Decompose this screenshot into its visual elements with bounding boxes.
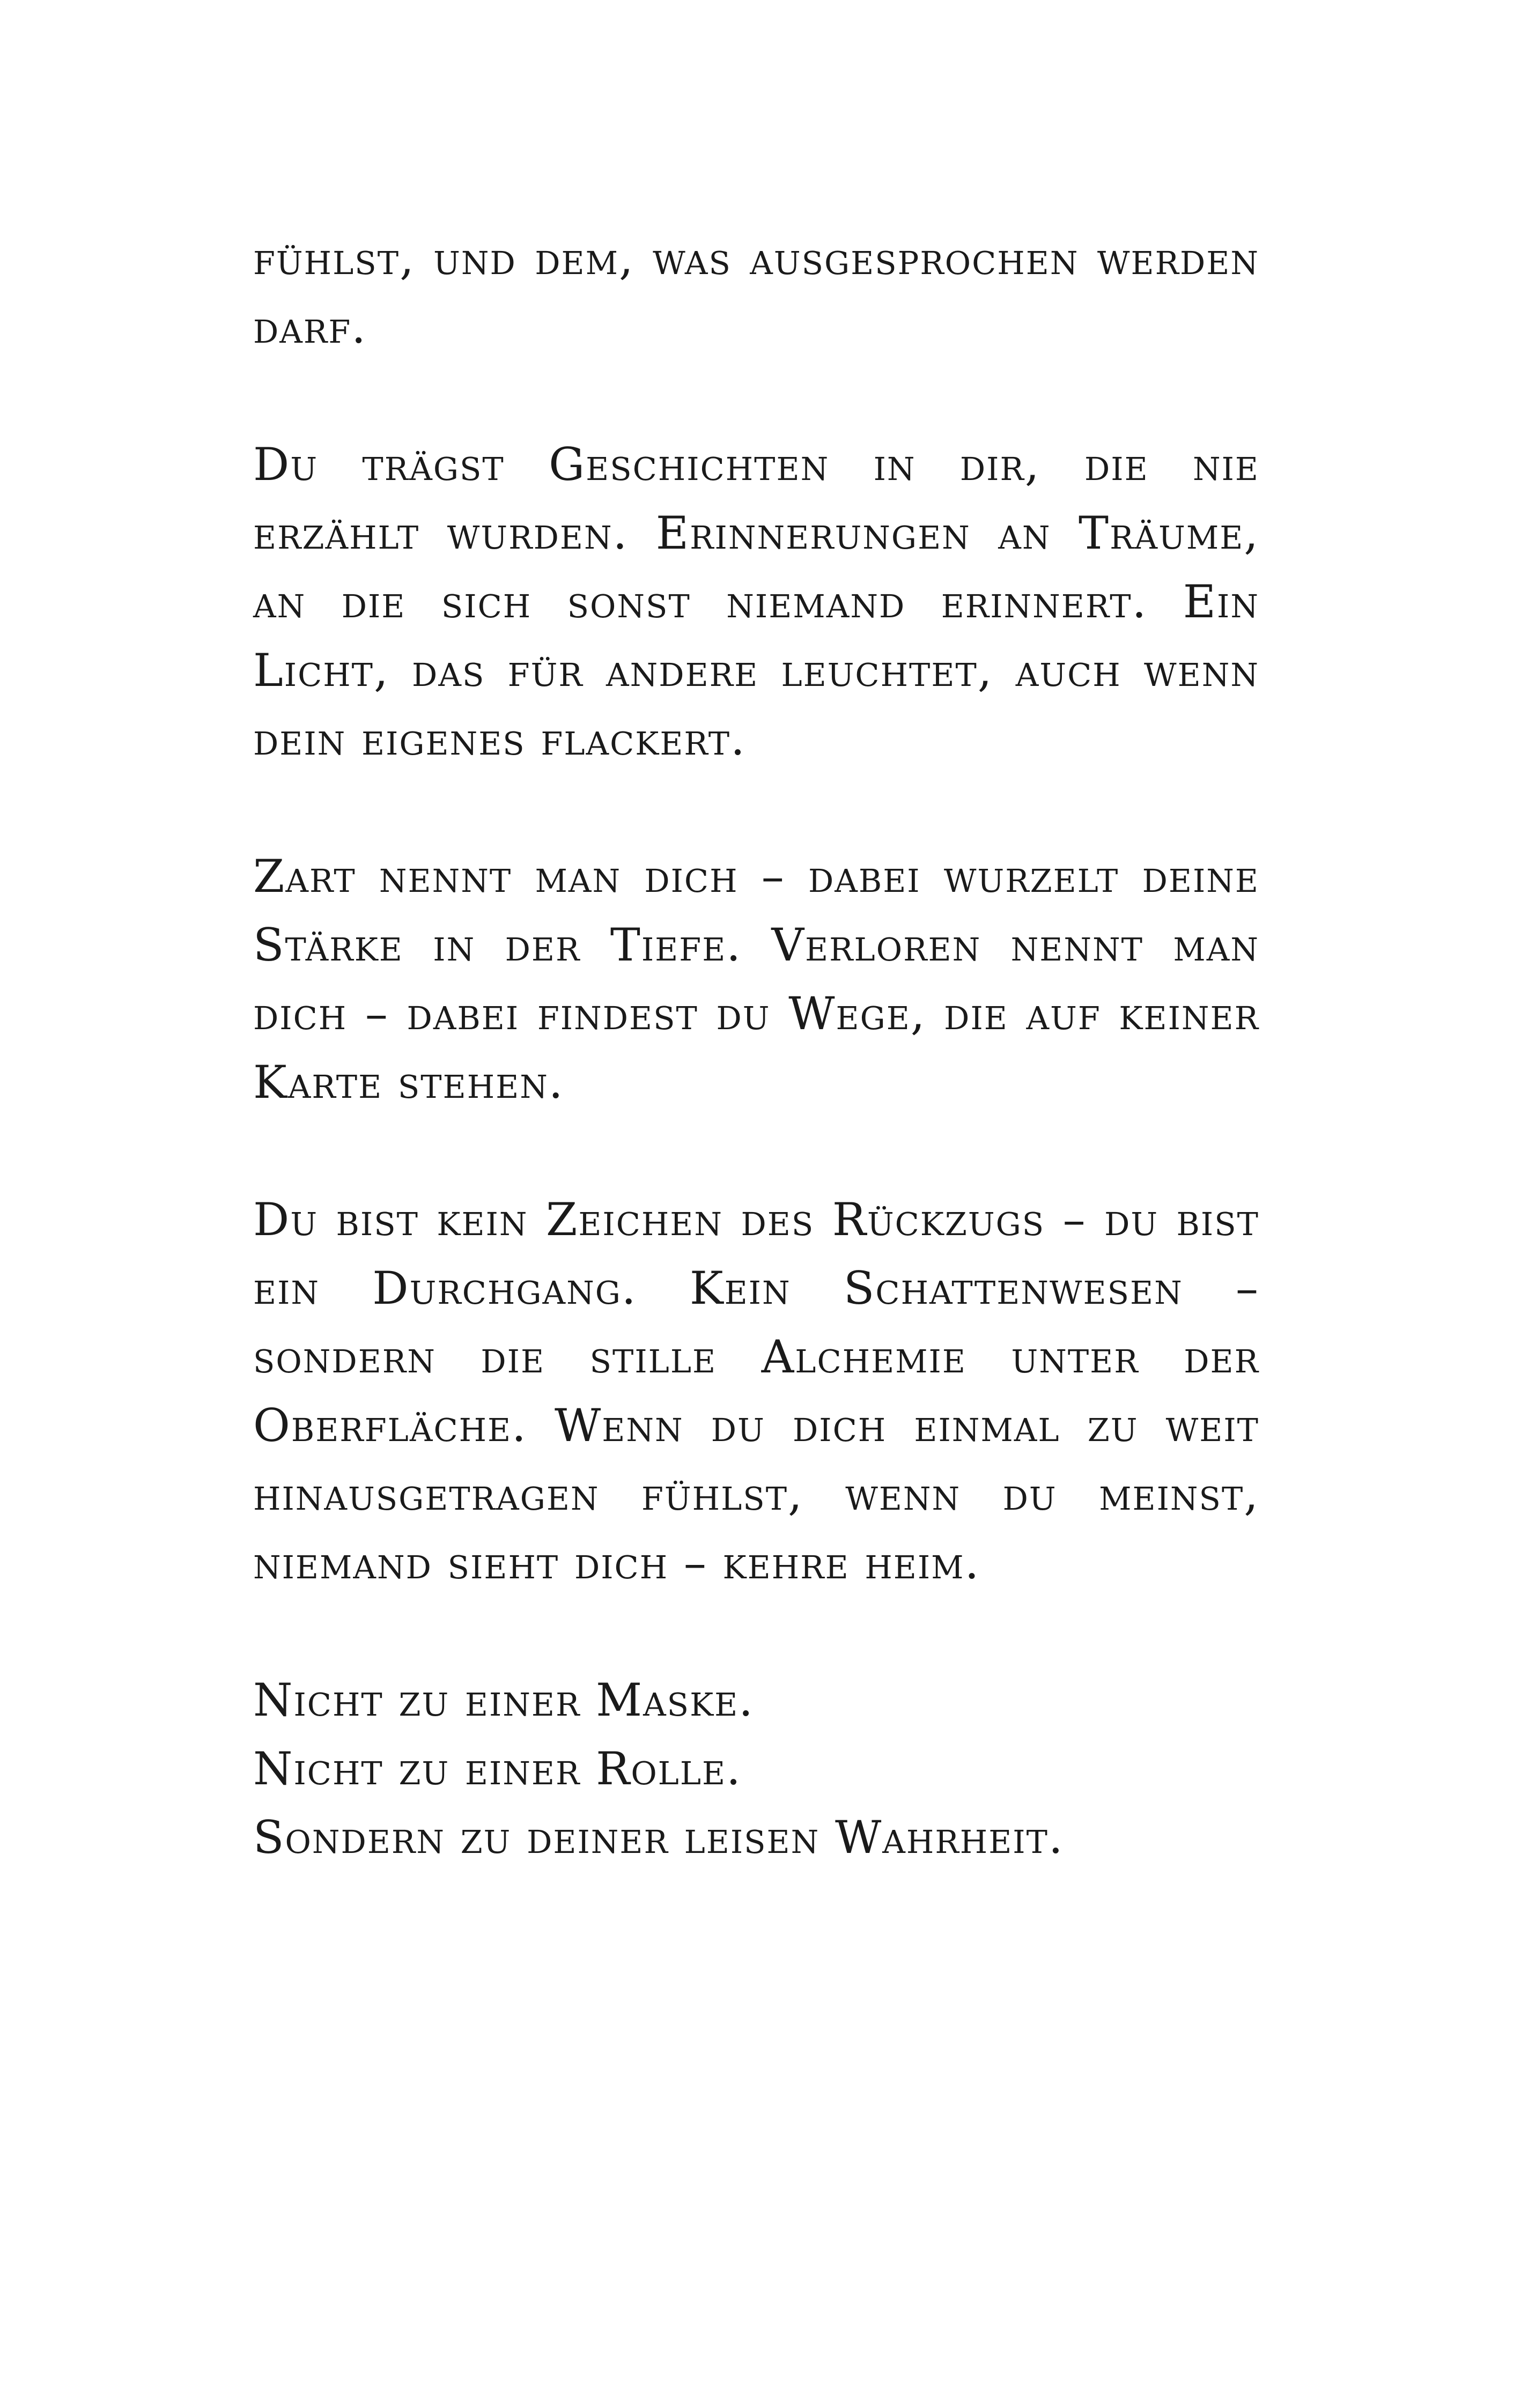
page-text <box>253 224 1259 1872</box>
closing-line-2: Nicht zu einer Rolle. <box>253 1742 742 1795</box>
paragraph-3: Zart nennt man dich – dabei wurzelt deine Stärke in der Tiefe. Verloren nennt man dich – dabei findest du Wege, die auf keiner Karte stehen. <box>253 850 1259 1109</box>
closing-line-3: Sondern zu deiner leisen Wahrheit. <box>253 1811 1064 1864</box>
closing-line-1: Nicht zu einer Maske. <box>253 1674 754 1726</box>
paragraph-4: Du bist kein Zeichen des Rückzugs – du bist ein Durchgang. Kein Schattenwesen – sondern die stille Alchemie unter der Oberfläche. Wenn du dich einmal zu weit hinausgetragen fühlst, wenn du meinst, niemand sieht dich – kehre heim. <box>253 1193 1259 1589</box>
closing-stanza <box>253 1666 1259 1872</box>
paragraph-1: fühlst, und dem, was ausgesprochen werden darf. <box>253 232 1259 353</box>
paragraph-2: Du trägst Geschichten in dir, die nie erzählt wurden. Erinnerungen an Träume, an die sich sonst niemand erinnert. Ein Licht, das für andere leuchtet, auch wenn dein eigenes flackert. <box>253 438 1259 765</box>
